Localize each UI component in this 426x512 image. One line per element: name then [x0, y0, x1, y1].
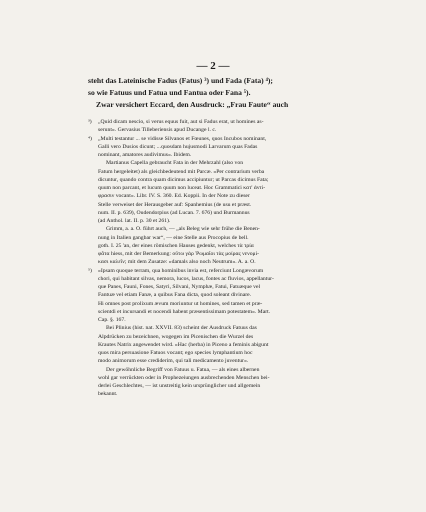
footnote-line: serunt«. Gervasius Tilleberiensis apud Ducange l. c. [98, 127, 217, 134]
note-paragraph-line: Bei Plinius (hist. nat. XXVII. 83) scheint der Ausdruck Fatuus das [106, 325, 257, 332]
footnote-line: Fantuæ vel etiam Fanæ, a quibus Fana dicta, quod soleant divinare. [98, 292, 252, 299]
note-paragraph-line: quos mira persuasione Fatuos vocant; ego species lymphantium hoc [98, 350, 253, 356]
main-text [88, 75, 348, 111]
footnote-mark: ³) [88, 119, 92, 125]
page-number: — 2 — [196, 60, 230, 72]
footnotes [88, 118, 350, 399]
footnote-line: Galli vero Dusios dicunt; ...quosdam hujusmodi Larvarum quas Fadas [98, 143, 258, 150]
footnote-line: ⁴) „Multi testantur ... se vidisse Silvanos et Fœunes, quos Incubos nominant, [88, 135, 267, 142]
footnote-line: nominant, amatores audivimus«. Ibidem. [98, 152, 192, 158]
note-paragraph-line: Der gewöhnliche Begriff von Fatuus u. Fatua, — als eines albernen [106, 366, 260, 373]
footnote-mark: ⁵) [88, 267, 92, 274]
note-paragraph-line: Fatum hergeleitet) als gleichbedeutend mit Parcæ. »Per contrarium verba [98, 168, 265, 175]
note-paragraph-line: modo animorum esse crediderim, qui tali medicamento juventur«. [98, 358, 249, 365]
main-text-line: so wie Fatuus und Fatua und Fantua oder Fana ⁵). [88, 88, 251, 97]
footnote-line: ⁵) »Ipsam quoque terram, qua hominibus invia est, referciunt Longævorum [88, 267, 264, 274]
note-paragraph-line: (ad Anthol. lat. II. p. 30 et 261). [98, 218, 171, 224]
note-paragraph-line: φρασιν vocant«. Libr. IV. S. 360. Ed. Koppii. In der Note zu dieser [98, 193, 250, 200]
note-paragraph-line: Martianus Capella gebraucht Fata in der Mehrzahl (also von [106, 160, 244, 167]
note-paragraph-line: Alpdrücken zu bezeichnen, wogegen im Picenischen die Wurzel des [98, 333, 254, 340]
note-paragraph-line: dicuntur, quando contra quam dicimus accipiuntur; ut Parcas dicimus Fata; [98, 176, 269, 183]
footnote-mark: ⁴) [88, 135, 92, 142]
footnote-line: ³) „Quid dicam nescio, si verus equus fuit, aut si Fadus erat, ut homines as- [88, 119, 264, 125]
note-paragraph-line: Stelle verweiset der Herausgeber auf: Spanhemius (de usu et præst. [98, 201, 252, 208]
note-paragraph-line: bekannt. [98, 391, 118, 398]
footnote-line: scientdi et incursandi et nocendi habent præsentissimam potestatem«. Mart. [98, 308, 271, 315]
footnote-line: que Panes, Fauni, Fones, Satyri, Silvani, Nymphæ, Fatui, Fatuæque vel [98, 284, 261, 290]
note-paragraph-line: goth. I. 25 'an, der eines römischen Hauses gedenkt, welches τὰ τρία [98, 242, 254, 249]
footnote-line: Cap. §. 167. [98, 317, 126, 323]
note-paragraph-line: quum non parcant, et lucum quum non luceat. Hoc Grammatici κατ' ἀντί- [98, 185, 266, 191]
note-paragraph-line: wohl gar verrückten oder in Prophezeiungen ausbrechenden Menschen bei- [98, 374, 270, 381]
footnote-line: Hi omnes post prolixum ævum moriuntur ut homines, sed tamen et præ- [98, 300, 263, 307]
main-text-line: Zwar versichert Eccard, den Ausdruck: „Frau Faute“ auch [96, 100, 289, 109]
note-paragraph-line: derlei Geschlechtes, — ist unstreitig kein ursprünglicher und allgemein [98, 383, 261, 389]
note-paragraph-line: φᾶτα hiess, mit der Bemerkung: οὕτω γὰρ Ῥωμαῖοι τὰς μοίρας νενομί- [98, 251, 260, 257]
note-paragraph-line: nung in Italien gangbar war“, — eine Stelle aus Procopius de bell. [98, 234, 249, 241]
note-paragraph-line: κασι καλεῖν; mit dem Zusatze: »damals also noch Neutrum«. A. a. O. [98, 259, 256, 266]
note-paragraph-line: Grimm, a. a. O. führt auch, — „als Beleg wie sehr frühe die Benen- [106, 226, 260, 233]
note-paragraph-line: num. II. p. 639), Oudendorpius (ad Lucan. 7. 676) und Burmannus [98, 209, 250, 216]
main-text-line: steht das Lateinische Fadus (Fatus) ³) und Fada (Fata) ⁴); [88, 76, 273, 85]
note-paragraph-line: Krautes Natrix angewendet wird. »Hac (herba) in Piceno a feminis abigunt [98, 341, 269, 348]
footnote-line: chori, qui habitant silvas, nemora, lucos, lacus, fontes ac fluvios, appellantur- [98, 275, 274, 282]
